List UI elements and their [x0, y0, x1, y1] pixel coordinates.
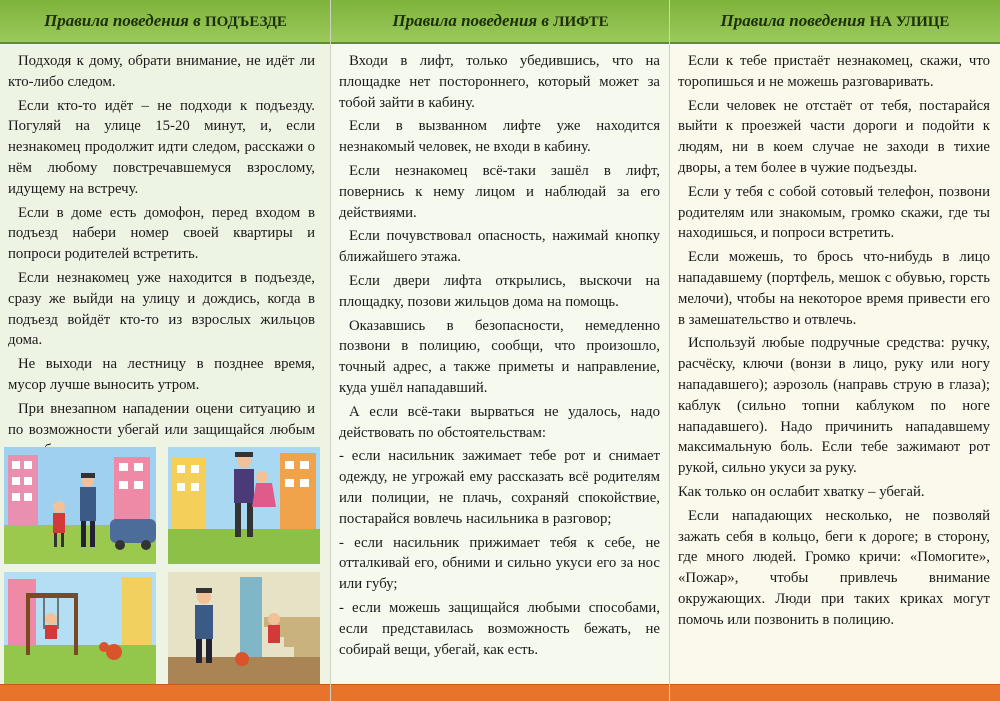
panel-entrance — [0, 0, 331, 701]
heading-text: Правила поведения в — [392, 11, 550, 30]
panel-elevator — [331, 0, 670, 701]
paragraph: Если в вызванном лифте уже находится незнакомый человек, не входи в кабину. — [339, 118, 660, 156]
heading-text: Правила поведения — [720, 11, 866, 30]
panel-body — [678, 51, 990, 634]
scene-grab — [168, 447, 320, 564]
panel-header — [0, 0, 331, 44]
scene-street-car — [4, 447, 156, 564]
heading-caps: ЛИФТЕ — [553, 14, 609, 30]
scene-playground — [4, 572, 156, 685]
paragraph: Если человек не отстаёт от тебя, постарайся выйти к проезжей части дороги и подойти к людям, ни в коем случае не заходи в тихие дворы, а тем более в чужие подъезды. — [678, 97, 990, 176]
panel-header — [331, 0, 670, 44]
paragraph: Если кто-то идёт – не подходи к подъезду. Погуляй на улице 15-20 минут, и, если незнакомец продолжит идти следом, расскажи о нём любому повстречавшемуся взрослому, идущему на встречу. — [8, 97, 315, 197]
panel-heading — [670, 11, 1000, 31]
paragraph: - если насильник прижимает тебя к себе, не отталкивай его, обними и сильно укуси его за нос или губу; — [339, 534, 660, 593]
panel-heading — [0, 11, 331, 31]
paragraph: А если всё-таки вырваться не удалось, надо действовать по обстоятельствам: — [339, 403, 660, 441]
scene-stairwell — [168, 572, 320, 685]
paragraph: Если почувствовал опасность, нажимай кнопку ближайшего этажа. — [339, 228, 660, 266]
panel-street — [670, 0, 1000, 701]
paragraph: Если двери лифта открылись, выскочи на площадку, позови жильцов дома на помощь. — [339, 272, 660, 310]
paragraph: Не выходи на лестницу в позднее время, мусор лучше выносить утром. — [8, 356, 315, 393]
bottom-bar — [0, 684, 331, 701]
panel-body — [339, 51, 660, 663]
paragraph: Если нападающих несколько, не позволяй зажать себя в кольцо, беги к дороге; в сторону, где много людей. Громко кричи: «Помогите», «Пожар», чтобы привлечь внимание окружающих. Люди при таких криках могут помочь или позвонить в полицию. — [678, 507, 990, 628]
panel-heading — [331, 11, 670, 31]
paragraph: Если незнакомец уже находится в подъезде, сразу же выйди на улицу и дождись, когда в подъезд войдёт кто-то из взрослых жильцов дома. — [8, 269, 315, 349]
paragraph: Подходя к дому, обрати внимание, не идёт ли кто-либо следом. — [8, 53, 315, 90]
heading-caps: НА УЛИЦЕ — [869, 14, 950, 30]
bottom-bar — [670, 684, 1000, 701]
paragraph: Если в доме есть домофон, перед входом в подъезд набери номер своей квартиры и попроси родителей встретить. — [8, 204, 315, 263]
bottom-bar — [331, 684, 670, 701]
paragraph: Если к тебе пристаёт незнакомец, скажи, что торопишься и не можешь разговаривать. — [678, 53, 990, 90]
paragraph: Если можешь, то брось что-нибудь в лицо нападавшему (портфель, мешок с обувью, горсть мелочи), чтобы на некоторое время привести его в замешательство и отвлечь. — [678, 249, 990, 328]
paragraph: - если можешь защищайся любыми способами, если представилась возможность бежать, не собирай вещи, убегай, как есть. — [339, 599, 660, 658]
paragraph: - если насильник зажимает тебе рот и снимает одежду, не угрожай ему рассказать всё родителям или полиции, не плачь, сохраняй спокойствие, постарайся вовлечь насильника в разговор; — [339, 448, 660, 527]
paragraph: Используй любые подручные средства: ручку, расчёску, ключи (вонзи в лицо, руку или ногу нападавшего); аэрозоль (направь струю в глаза); каблук (сильно топни каблуком по ноге нападавшего). Надо причинить нападавшему максимальную боль. Если тебе зажимают рот рукой, сильно укуси за руку. — [678, 335, 990, 477]
heading-text: Правила поведения в — [44, 11, 201, 30]
paragraph: Если незнакомец всё-таки зашёл в лифт, повернись к нему лицом и наблюдай за его действиями. — [339, 162, 660, 221]
paragraph: Как только он ослабит хватку – убегай. — [678, 483, 925, 500]
panel-header — [670, 0, 1000, 44]
paragraph: Если у тебя с собой сотовый телефон, позвони родителям или знакомым, громко скажи, где ты находишься, и попроси встретить. — [678, 183, 990, 242]
illustration-panels — [4, 447, 320, 685]
paragraph: Оказавшись в безопасности, немедленно позвони в полицию, сообщи, что произошло, точный адрес, а также приметы и направление, куда ушёл нападавший. — [339, 317, 660, 396]
panel-body — [8, 51, 315, 464]
paragraph: Входи в лифт, только убедившись, что на площадке нет постороннего, который может за тобой зайти в кабину. — [339, 53, 660, 111]
heading-caps: ПОДЪЕЗДЕ — [205, 14, 287, 30]
paragraph: При внезапном нападении оцени ситуацию и по возможности убегай или защищайся любым — [8, 400, 315, 438]
